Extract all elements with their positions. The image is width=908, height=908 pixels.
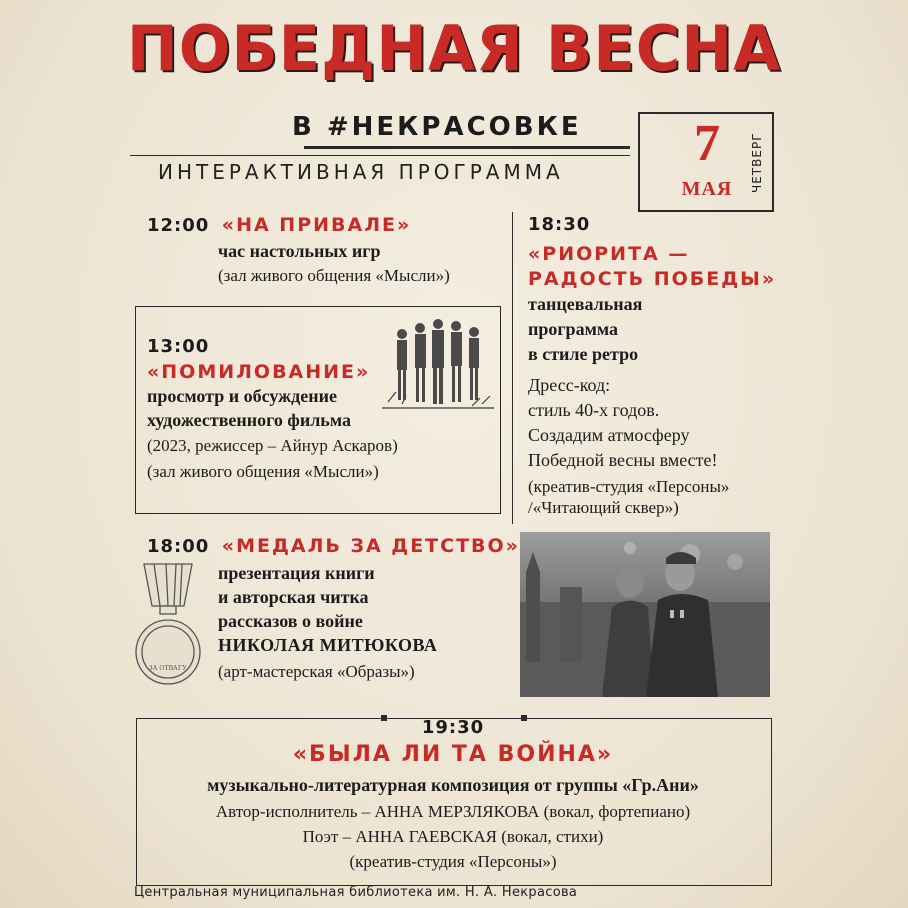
event-place: (креатив-студия «Персоны») [349,852,557,871]
poster-title: ПОБЕДНАЯ ВЕСНА [126,12,782,85]
divider [304,146,630,149]
event-desc-1: просмотр и обсуждение [147,386,337,406]
event-desc-3: в стиле ретро [528,344,639,364]
event-title: «ПОМИЛОВАНИЕ» [147,361,371,383]
dress-code-1: Дресс-код: [528,375,611,395]
medal-icon [130,560,206,692]
event-title-2: РАДОСТЬ ПОБЕДЫ» [528,268,777,290]
event-time: 12:00 [147,215,210,236]
event-desc-2: и авторская читка [218,587,369,607]
event-note: (2023, режиссер – Айнур Аскаров) [147,436,398,455]
event-performer-2: Поэт – АННА ГАЕВСКАЯ (вокал, стихи) [302,827,604,846]
dress-code-2: стиль 40-х годов. [528,400,660,420]
event-place-2: /«Читающий сквер») [528,498,679,517]
dress-code-3: Создадим атмосферу [528,425,690,445]
event-title: «НА ПРИВАЛЕ» [221,214,412,236]
poster-subtitle: В #НЕКРАСОВКЕ [292,112,582,142]
footer-library: Центральная муниципальная библиотека им. Н. А. Некрасова [134,885,578,900]
event-1200 [147,214,411,237]
event-place: (зал живого общения «Мысли») [218,266,450,285]
date-day-number: 7 [694,115,720,172]
column-divider [512,212,513,524]
event-performer-1: Автор-исполнитель – АННА МЕРЗЛЯКОВА (вокал, фортепиано) [215,802,691,821]
event-desc: час настольных игр [218,241,381,261]
event-place: (арт-мастерская «Образы») [218,662,415,681]
event-desc-2: художественного фильма [147,410,351,430]
event-time: 18:00 [147,536,210,557]
event-time: 13:00 [147,336,210,357]
event-desc-1: презентация книги [218,563,375,583]
dancing-couple-photo [520,532,770,697]
event-desc-1: танцевальная [528,294,643,314]
event-place-1: (креатив-студия «Персоны» [528,477,730,496]
program-label: ИНТЕРАКТИВНАЯ ПРОГРАММА [158,160,564,184]
event-title: «МЕДАЛЬ ЗА ДЕТСТВО» [221,535,520,557]
date-box [638,112,774,212]
date-month: МАЯ [681,178,733,200]
date-weekday: ЧЕТВЕРГ [750,132,764,194]
event-time: 19:30 [421,717,485,738]
event-author: НИКОЛАЯ МИТЮКОВА [218,635,438,655]
event-title: «БЫЛА ЛИ ТА ВОЙНА» [292,742,614,767]
event-desc-3: рассказов о войне [218,611,363,631]
event-1800 [147,535,520,558]
event-time: 18:30 [528,214,591,235]
divider [130,155,630,156]
medal-text: ЗА ОТВАГУ [149,664,187,672]
event-place: (зал живого общения «Мысли») [147,462,379,481]
event-desc: музыкально-литературная композиция от группы «Гр.Ани» [207,775,699,795]
soldiers-illustration [382,312,494,414]
event-title-1: «РИОРИТА — [528,243,690,265]
event-desc-2: программа [528,319,618,339]
dress-code-4: Победной весны вместе! [528,450,718,470]
